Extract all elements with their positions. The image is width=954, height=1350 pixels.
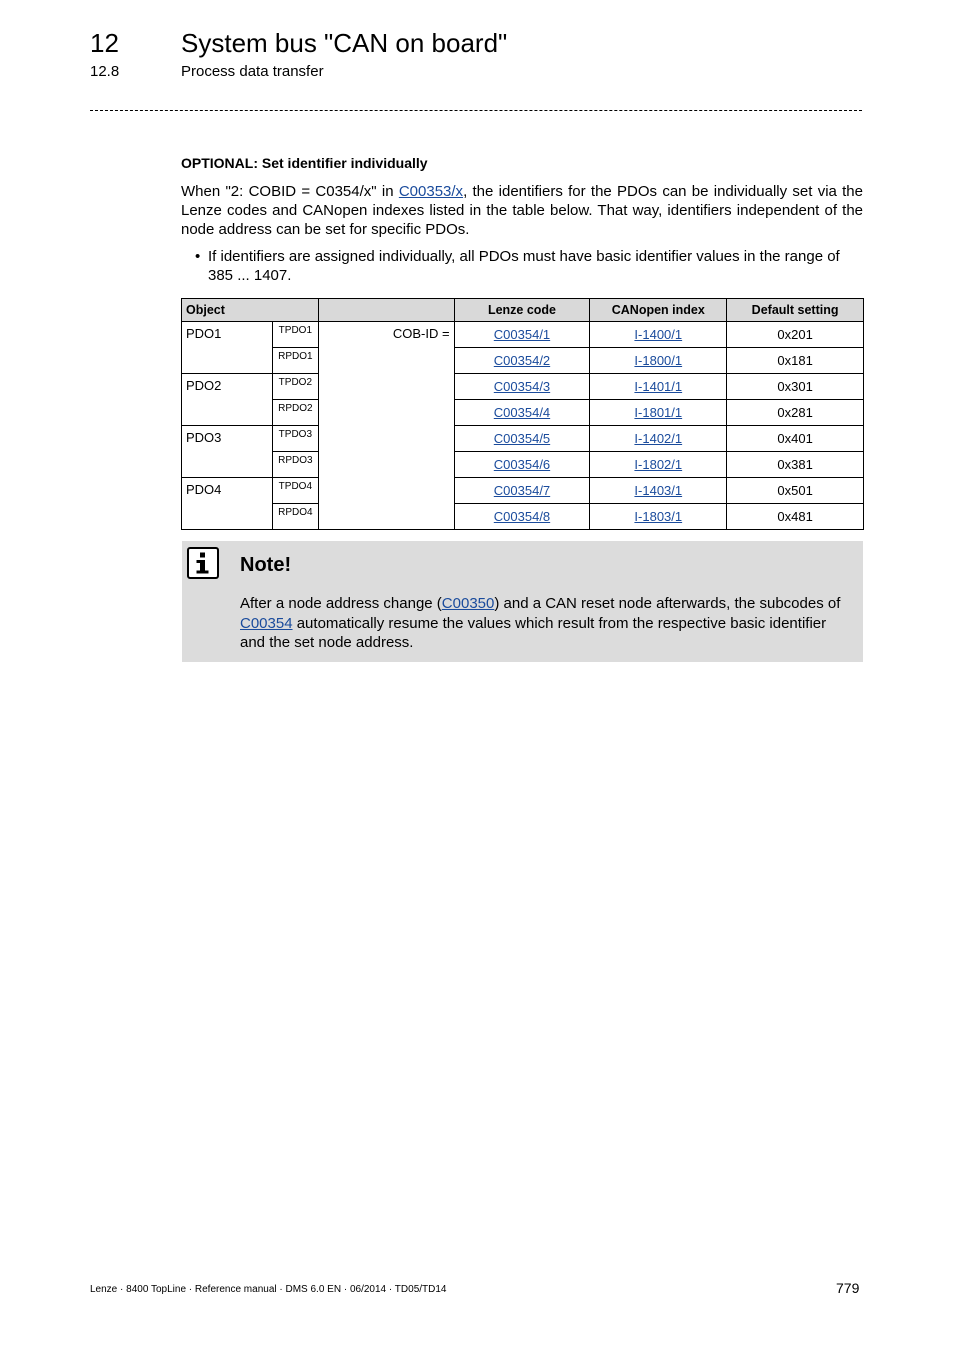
- lenze-code-link[interactable]: C00354/8: [493, 509, 551, 524]
- pdo-type-cell: TPDO2: [272, 374, 318, 400]
- pdo-type-cell: TPDO3: [272, 426, 318, 452]
- c00353-link[interactable]: C00353/x: [398, 183, 464, 200]
- pdo-type-cell: RPDO3: [272, 452, 318, 478]
- table-row: [182, 504, 864, 530]
- default-cell: 0x301: [727, 374, 864, 400]
- pdo-type-cell: RPDO1: [272, 348, 318, 374]
- identifier-table: [181, 298, 864, 530]
- lenze-code-link[interactable]: C00354/4: [493, 405, 551, 420]
- table-row: [182, 322, 864, 348]
- lenze-code-link[interactable]: C00354/7: [493, 483, 551, 498]
- footer-text: Lenze · 8400 TopLine · Reference manual · DMS 6.0 EN · 06/2014 · TD05/TD14: [90, 1284, 447, 1295]
- c00354-link[interactable]: C00354: [240, 614, 293, 632]
- note-text-part: automatically resume the values which result from the respective basic identifier and the set node address.: [240, 614, 827, 651]
- pdo-type-cell: RPDO4: [272, 504, 318, 530]
- section-heading: OPTIONAL: Set identifier individually: [181, 155, 428, 171]
- para-text: When "2: COBID = C0354/x" in: [181, 183, 399, 200]
- lenze-code-link[interactable]: C00354/1: [493, 327, 551, 342]
- default-cell: 0x181: [727, 348, 864, 374]
- col-header-object: Object: [182, 299, 319, 322]
- pdo-type-cell: RPDO2: [272, 400, 318, 426]
- table-row: [182, 348, 864, 374]
- col-header-default: Default setting: [727, 299, 864, 322]
- chapter-title: System bus "CAN on board": [181, 28, 508, 58]
- canopen-index-link[interactable]: I-1803/1: [634, 509, 683, 524]
- canopen-index-link[interactable]: I-1800/1: [634, 353, 683, 368]
- canopen-index-link[interactable]: I-1403/1: [634, 483, 683, 498]
- default-cell: 0x401: [727, 426, 864, 452]
- lenze-code-link[interactable]: C00354/2: [493, 353, 551, 368]
- table-row: [182, 400, 864, 426]
- canopen-index-link[interactable]: I-1801/1: [634, 405, 683, 420]
- pdo-type-cell: TPDO1: [272, 322, 318, 348]
- canopen-index-link[interactable]: I-1401/1: [634, 379, 683, 394]
- col-header-canopen-index: CANopen index: [590, 299, 727, 322]
- lenze-code-link[interactable]: C00354/5: [493, 431, 551, 446]
- canopen-index-link[interactable]: I-1802/1: [634, 457, 683, 472]
- default-cell: 0x381: [727, 452, 864, 478]
- object-cell: PDO3: [182, 426, 273, 478]
- bullet-item: [181, 247, 863, 285]
- object-cell: PDO4: [182, 478, 273, 530]
- note-text-part: After a node address change (: [240, 595, 442, 612]
- canopen-index-link[interactable]: I-1400/1: [634, 327, 683, 342]
- info-icon: [187, 547, 219, 579]
- header-divider: [90, 110, 862, 111]
- table-header-row: [182, 299, 864, 322]
- default-cell: 0x201: [727, 322, 864, 348]
- object-cell: PDO1: [182, 322, 273, 374]
- default-cell: 0x501: [727, 478, 864, 504]
- table-row: [182, 374, 864, 400]
- table-row: [182, 478, 864, 504]
- canopen-index-link[interactable]: I-1402/1: [634, 431, 683, 446]
- bullet-dot: •: [195, 248, 201, 265]
- cob-id-cell: COB-ID =: [318, 322, 454, 530]
- chapter-number: 12: [90, 28, 119, 58]
- lenze-code-link[interactable]: C00354/3: [493, 379, 551, 394]
- section-title: Process data transfer: [181, 63, 324, 80]
- object-cell: PDO2: [182, 374, 273, 426]
- default-cell: 0x281: [727, 400, 864, 426]
- page-number: 779: [836, 1280, 860, 1296]
- note-text: [240, 594, 850, 653]
- lenze-code-link[interactable]: C00354/6: [493, 457, 551, 472]
- default-cell: 0x481: [727, 504, 864, 530]
- section-number: 12.8: [90, 63, 120, 80]
- note-title: Note!: [240, 554, 292, 576]
- col-header-lenze-code: Lenze code: [454, 299, 590, 322]
- table-row: [182, 426, 864, 452]
- note-text-part: ) and a CAN reset node afterwards, the subcodes of: [494, 595, 841, 612]
- c00350-link[interactable]: C00350: [441, 595, 495, 612]
- intro-paragraph: [181, 182, 863, 239]
- table-row: [182, 452, 864, 478]
- para-text: , the identifiers for the PDOs can be individually set via the Lenze codes and CANopen indexes listed in the table below. That way, identifiers independent of the node address can be set for specific PDOs.: [181, 183, 863, 238]
- col-header-blank: [318, 299, 454, 322]
- pdo-type-cell: TPDO4: [272, 478, 318, 504]
- bullet-text: If identifiers are assigned individually, all PDOs must have basic identifier values in the range of 385 ... 1407.: [208, 248, 840, 284]
- note-box: [182, 541, 863, 662]
